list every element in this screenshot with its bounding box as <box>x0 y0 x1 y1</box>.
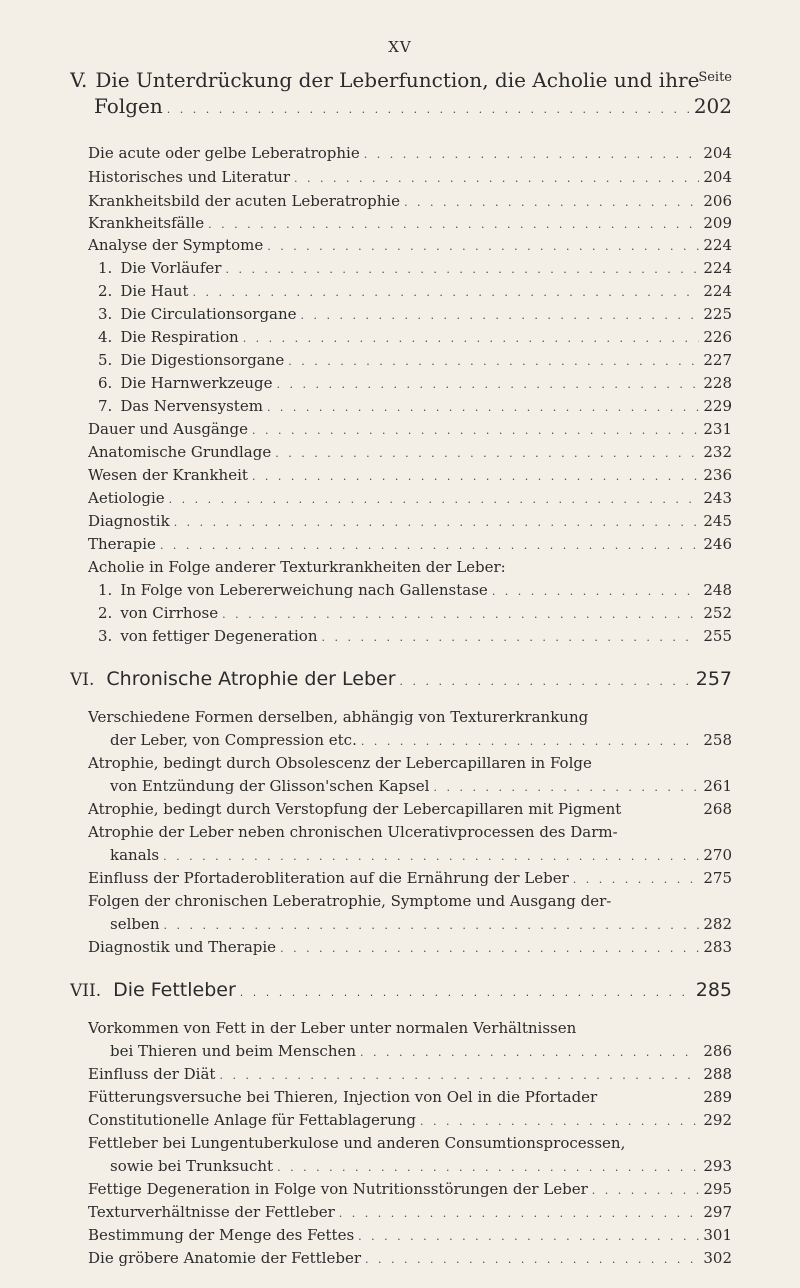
dot-leader <box>301 309 700 322</box>
toc-entry <box>88 1065 732 1083</box>
toc-entry-title: bei Thieren und beim Menschen <box>110 1042 357 1060</box>
toc-entry-number: 2. <box>98 282 113 300</box>
toc-entry-title: von Entzündung der Glisson'schen Kapsel <box>110 777 430 795</box>
dot-leader <box>358 1230 699 1243</box>
toc-entry-title: Atrophie der Leber neben chronischen Ulcerativprocessen des Darm- <box>88 823 618 841</box>
toc-entry-title: Verschiedene Formen derselben, abhängig von Texturerkrankung <box>88 708 589 726</box>
dot-leader <box>365 1253 699 1266</box>
toc-entry-page: 292 <box>703 1111 732 1129</box>
dot-leader <box>277 1161 699 1174</box>
page-column-header: Seite <box>698 70 732 85</box>
toc-entry-page: 289 <box>703 1088 732 1106</box>
toc-entry-title: Fettige Degeneration in Folge von Nutritionsstörungen der Leber <box>88 1180 588 1198</box>
toc-entry <box>88 1088 732 1106</box>
toc-entry <box>88 1134 732 1152</box>
dot-leader <box>164 919 700 932</box>
toc-entry-title: der Leber, von Compression etc. <box>110 731 357 749</box>
toc-entry-title: Die Digestionsorgane <box>120 351 285 369</box>
toc-entry-title: Constitutionelle Anlage für Fettablagerung <box>88 1111 417 1129</box>
toc-entry-number: 4. <box>98 328 113 346</box>
toc-entry-title: Diagnostik und Therapie <box>88 938 277 956</box>
toc-entry-page: 246 <box>703 535 732 553</box>
toc-entry-title: Die Respiration <box>120 328 239 346</box>
toc-entry-title: kanals <box>110 846 160 864</box>
toc-entry-page: 228 <box>703 374 732 392</box>
toc-entry <box>88 1111 732 1129</box>
toc-entry-title: Die Fettleber <box>113 979 236 1001</box>
toc-entry-page: 227 <box>703 351 732 369</box>
toc-entry-page: 285 <box>695 979 732 1001</box>
toc-entry <box>110 846 732 864</box>
toc-entry-title: Krankheitsbild der acuten Leberatrophie <box>88 192 401 210</box>
toc-entry-page: 224 <box>703 236 732 254</box>
toc-entry <box>98 627 732 645</box>
dot-leader <box>193 286 700 299</box>
toc-entry-number: 5. <box>98 351 113 369</box>
toc-entry <box>88 192 732 210</box>
toc-entry-title: Dauer und Ausgänge <box>88 420 249 438</box>
dot-leader <box>420 1115 699 1128</box>
toc-entry <box>98 351 732 369</box>
toc-entry-page: 231 <box>703 420 732 438</box>
toc-entry-title: Analyse der Symptome <box>88 236 264 254</box>
toc-entry-title: Vorkommen von Fett in der Leber unter normalen Verhältnissen <box>88 1019 577 1037</box>
toc-entry-page: 226 <box>703 328 732 346</box>
toc-entry-page: 255 <box>703 627 732 645</box>
toc-entry <box>88 800 732 818</box>
dot-leader <box>322 631 700 644</box>
toc-entry <box>88 535 732 553</box>
toc-entry <box>110 1157 732 1175</box>
dot-leader <box>243 332 700 345</box>
toc-entry <box>88 420 732 438</box>
toc-entry <box>88 236 732 254</box>
toc-entry-page: 224 <box>703 259 732 277</box>
dot-leader <box>361 735 700 748</box>
toc-entry-title: Bestimmung der Menge des Fettes <box>88 1226 355 1244</box>
toc-entry <box>98 397 732 415</box>
dot-leader <box>267 401 699 414</box>
toc-entry-number: 6. <box>98 374 113 392</box>
toc-entry <box>88 1203 732 1221</box>
dot-leader <box>280 942 699 955</box>
toc-entry <box>88 754 732 772</box>
dot-leader <box>267 240 699 253</box>
toc-entry <box>110 915 732 933</box>
toc-entry-title: Atrophie, bedingt durch Obsolescenz der Lebercapillaren in Folge <box>88 754 592 772</box>
toc-entry-title: Die Unterdrückung der Leberfunction, die Acholie und ihre <box>95 68 700 92</box>
toc-entry-title: Die Vorläufer <box>120 259 222 277</box>
toc-entry-page: 202 <box>693 94 732 118</box>
toc-entry-number: 3. <box>98 627 113 645</box>
toc-entry-page: 261 <box>703 777 732 795</box>
toc-entry <box>88 1226 732 1244</box>
toc-entry-page: 295 <box>703 1180 732 1198</box>
dot-leader <box>492 585 700 598</box>
toc-entry <box>88 869 732 887</box>
toc-entry-page: 232 <box>703 443 732 461</box>
toc-entry-number: 3. <box>98 305 113 323</box>
toc-entry-title: sowie bei Trunksucht <box>110 1157 274 1175</box>
toc-entry-page: 229 <box>703 397 732 415</box>
toc-entry-title: Die Harnwerkzeuge <box>120 374 273 392</box>
toc-entry-title: selben <box>110 915 160 933</box>
toc-entry <box>94 94 732 118</box>
toc-entry-title: Einfluss der Pfortaderobliteration auf die Ernährung der Leber <box>88 869 569 887</box>
toc-entry-title: Einfluss der Diät <box>88 1065 216 1083</box>
toc-entry-page: 243 <box>703 489 732 507</box>
dot-leader <box>167 103 690 116</box>
toc-entry <box>88 558 732 576</box>
toc-entry-number: 1. <box>98 581 113 599</box>
dot-leader <box>277 378 700 391</box>
toc-entry <box>98 328 732 346</box>
toc-entry-page: 204 <box>703 144 732 162</box>
toc-entry <box>88 466 732 484</box>
toc-entry-title: Diagnostik <box>88 512 170 530</box>
toc-entry-title: von fettiger Degeneration <box>120 627 318 645</box>
toc-entry <box>98 374 732 392</box>
toc-entry-title: Die Circulationsorgane <box>120 305 297 323</box>
toc-entry-page: 248 <box>703 581 732 599</box>
toc-entry-number: 2. <box>98 604 113 622</box>
toc-entry-number: VII. <box>70 981 102 1001</box>
toc-entry <box>88 892 732 910</box>
toc-entry-page: 270 <box>703 846 732 864</box>
toc-entry <box>88 168 732 186</box>
dot-leader <box>208 218 699 231</box>
toc-entry-title: Atrophie, bedingt durch Verstopfung der Lebercapillaren mit Pigment <box>88 800 622 818</box>
toc-entry-title: Chronische Atrophie der Leber <box>106 668 396 690</box>
toc-entry-page: 258 <box>703 731 732 749</box>
toc-entry-page: 297 <box>703 1203 732 1221</box>
toc-entry-page: 224 <box>703 282 732 300</box>
dot-leader <box>404 196 699 209</box>
toc-entry-page: 288 <box>703 1065 732 1083</box>
toc-entry <box>98 259 732 277</box>
toc-entry <box>88 512 732 530</box>
toc-entry <box>88 214 732 232</box>
dot-leader <box>339 1207 700 1220</box>
toc-entry <box>88 823 732 841</box>
dot-leader <box>364 148 700 161</box>
dot-leader <box>169 493 700 506</box>
toc-entry-title: Wesen der Krankheit <box>88 466 248 484</box>
toc-entry <box>70 668 732 690</box>
toc-entry-title: von Cirrhose <box>120 604 219 622</box>
toc-entry-page: 252 <box>703 604 732 622</box>
toc-entry <box>70 68 732 92</box>
dot-leader <box>433 781 699 794</box>
dot-leader <box>573 873 700 886</box>
dot-leader <box>225 263 699 276</box>
toc-entry-title: Die gröbere Anatomie der Fettleber <box>88 1249 361 1267</box>
toc-entry-number: VI. <box>70 670 95 690</box>
toc-entry <box>88 1019 732 1037</box>
toc-entry <box>110 777 732 795</box>
toc-entry-number: 7. <box>98 397 113 415</box>
toc-entry-title: Die Haut <box>120 282 189 300</box>
toc-entry-page: 204 <box>703 168 732 186</box>
dot-leader <box>360 1046 699 1059</box>
toc-entry-page: 293 <box>703 1157 732 1175</box>
dot-leader <box>163 850 699 863</box>
dot-leader <box>294 172 699 185</box>
toc-entry-title: In Folge von Lebererweichung nach Gallenstase <box>120 581 488 599</box>
toc-entry-page: 283 <box>703 938 732 956</box>
toc-entry-title: Das Nervensystem <box>120 397 263 415</box>
dot-leader <box>252 470 699 483</box>
toc-entry <box>70 979 732 1001</box>
toc-entry <box>88 1180 732 1198</box>
toc-entry-number: 1. <box>98 259 113 277</box>
dot-leader <box>222 608 699 621</box>
toc-entry-title: Historisches und Literatur <box>88 168 291 186</box>
toc-entry <box>98 581 732 599</box>
toc-entry-page: 275 <box>703 869 732 887</box>
toc-entry-page: 286 <box>703 1042 732 1060</box>
toc-entry-page: 209 <box>703 214 732 232</box>
dot-leader <box>252 424 699 437</box>
toc-entry-page: 282 <box>703 915 732 933</box>
toc-entry-number: V. <box>70 68 88 92</box>
toc-entry-title: Krankheitsfälle <box>88 214 205 232</box>
dot-leader <box>400 675 692 688</box>
toc-entry <box>88 144 732 162</box>
page-number: XV <box>388 38 412 56</box>
toc-entry-title: Therapie <box>88 535 156 553</box>
toc-entry <box>98 282 732 300</box>
toc-entry-page: 268 <box>703 800 732 818</box>
toc-entry-title: Anatomische Grundlage <box>88 443 272 461</box>
dot-leader <box>174 516 700 529</box>
toc-entry <box>110 731 732 749</box>
toc-entry-title: Texturverhältnisse der Fettleber <box>88 1203 335 1221</box>
toc-entry-page: 302 <box>703 1249 732 1267</box>
toc-entry-page: 245 <box>703 512 732 530</box>
toc-entry-title: Fütterungsversuche bei Thieren, Injection von Oel in die Pfortader <box>88 1088 598 1106</box>
dot-leader <box>275 447 699 460</box>
toc-entry-page: 225 <box>703 305 732 323</box>
toc-entry <box>98 305 732 323</box>
toc-entry-title: Folgen der chronischen Leberatrophie, Symptome und Ausgang der- <box>88 892 612 910</box>
toc-entry <box>98 604 732 622</box>
toc-entry <box>88 938 732 956</box>
toc-entry <box>88 708 732 726</box>
toc-entry-title: Acholie in Folge anderer Texturkrankheiten der Leber: <box>88 558 506 576</box>
dot-leader <box>240 986 692 999</box>
toc-entry <box>88 1249 732 1267</box>
toc-entry-page: 257 <box>695 668 732 690</box>
dot-leader <box>160 539 699 552</box>
dot-leader <box>219 1069 699 1082</box>
dot-leader <box>592 1184 700 1197</box>
toc-entry-title: Folgen <box>94 94 163 118</box>
toc-entry-page: 206 <box>703 192 732 210</box>
toc-entry-title: Die acute oder gelbe Leberatrophie <box>88 144 360 162</box>
dot-leader <box>288 355 699 368</box>
toc-entry-title: Fettleber bei Lungentuberkulose und anderen Consumtionsprocessen, <box>88 1134 626 1152</box>
toc-entry-page: 236 <box>703 466 732 484</box>
toc-entry <box>110 1042 732 1060</box>
toc-entry-page: 301 <box>703 1226 732 1244</box>
toc-entry-title: Aetiologie <box>88 489 165 507</box>
toc-entry <box>88 443 732 461</box>
toc-entry <box>88 489 732 507</box>
